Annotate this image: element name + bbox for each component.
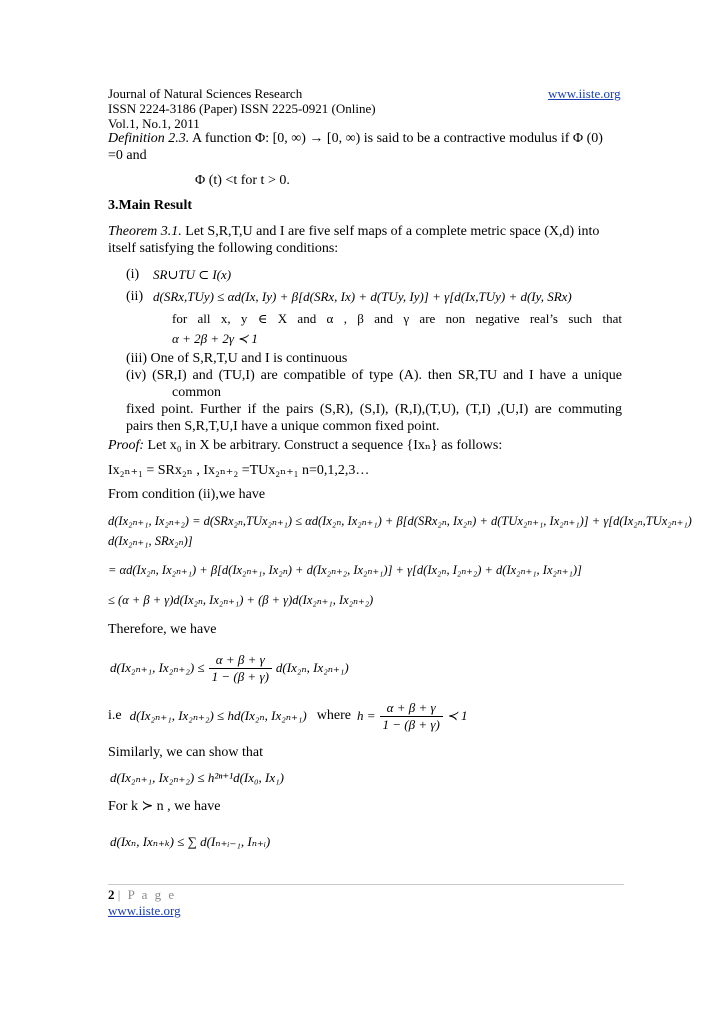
equation-4-rhs: d(Ix₂ₙ, Ix₂ₙ₊₁) <box>275 660 349 675</box>
h-denominator: 1 − (β + γ) <box>382 716 440 732</box>
h-rhs: ≺ 1 <box>446 708 468 723</box>
equation-2: = αd(Ix₂ₙ, Ix₂ₙ₊₁) + β[d(Ix₂ₙ₊₁, Ix₂ₙ) + d(Ix₂ₙ₊₂, Ix₂ₙ₊₁)] + γ[d(Ix₂ₙ, I₂ₙ₊₂) + d(Ix₂ₙ₊₁, Ix₂ₙ₊₁)] <box>108 563 582 577</box>
theorem-text: Let S,R,T,U and I are five self maps of a complete metric space (X,d) into <box>181 224 600 239</box>
proof-label: Proof: <box>108 438 145 453</box>
ie-label: i.e <box>108 708 122 723</box>
page-footer <box>108 887 176 903</box>
condition-ii-inequality: α + 2β + 2γ ≺ 1 <box>172 331 258 346</box>
h-lhs: h = <box>356 708 376 723</box>
equation-1-line-1: d(Ix₂ₙ₊₁, Ix₂ₙ₊₂) = d(SRx₂ₙ,TUx₂ₙ₊₁) ≤ αd(Ix₂ₙ, Ix₂ₙ₊₁) + β[d(SRx₂ₙ, Ix₂ₙ) + d(TUx₂ₙ₊₁, Ix₂ₙ₊₁)] + γ[d(Ix₂ₙ,TUx₂ₙ₊₁) <box>108 514 692 528</box>
condition-iii: (iii) One of S,R,T,U and I is continuous <box>126 351 348 366</box>
h-numerator: α + β + γ <box>380 700 443 717</box>
theorem-label: Theorem 3.1. <box>108 224 182 239</box>
similarly-text: Similarly, we can show that <box>108 745 264 760</box>
condition-ii-label: (ii) <box>126 289 144 304</box>
definition-label: Definition 2.3. <box>108 131 190 146</box>
condition-ii-formula: d(SRx,TUy) ≤ αd(Ix, Iy) + β[d(SRx, Ix) + d(TUy, Iy)] + γ[d(Ix,TUy) + d(Iy, SRx) <box>153 289 572 304</box>
issn-line: ISSN 2224-3186 (Paper) ISSN 2225-0921 (Online) <box>108 101 376 116</box>
condition-iv-line-3: fixed point. Further if the pairs (S,R), (S,I), (R,I),(T,U), (T,I) ,(U,I) are commuting <box>126 402 622 417</box>
section-title: 3.Main Result <box>108 198 192 213</box>
equation-4-fraction <box>209 652 272 685</box>
equation-3: ≤ (α + β + γ)d(Ix₂ₙ, Ix₂ₙ₊₁) + (β + γ)d(Ix₂ₙ₊₁, Ix₂ₙ₊₂) <box>108 593 374 607</box>
from-condition-text: From condition (ii),we have <box>108 487 266 502</box>
definition-condition: Φ (t) <t for t > 0. <box>195 173 290 188</box>
definition-text: A function Φ: [0, ∞) → [0, ∞) is said to be a contractive modulus if Φ (0) <box>189 131 603 146</box>
ie-equation: d(Ix₂ₙ₊₁, Ix₂ₙ₊₂) ≤ hd(Ix₂ₙ, Ix₂ₙ₊₁) <box>129 708 307 723</box>
footer-divider <box>108 884 624 885</box>
equation-4-lhs: d(Ix₂ₙ₊₁, Ix₂ₙ₊₂) ≤ <box>110 660 205 675</box>
for-k-text: For k ≻ n , we have <box>108 799 221 814</box>
equation-4-numerator: α + β + γ <box>209 652 272 669</box>
theorem-line-1 <box>108 223 599 240</box>
equation-5: d(Ix₂ₙ₊₁, Ix₂ₙ₊₂) ≤ h²ⁿ⁺¹d(Ix₀, Ix₁) <box>110 770 284 785</box>
where-text: where <box>316 708 351 723</box>
condition-i-label: (i) <box>126 267 140 282</box>
equation-h-line <box>108 696 467 736</box>
condition-iv-line-1: (iv) (SR,I) and (TU,I) are compatible of type (A). then SR,TU and I have a unique <box>126 368 622 383</box>
therefore-text: Therefore, we have <box>108 622 217 637</box>
theorem-line-2: itself satisfying the following conditions: <box>108 241 339 256</box>
footer-website-link[interactable]: www.iiste.org <box>108 903 181 918</box>
header-website-link[interactable]: www.iiste.org <box>548 86 621 101</box>
volume-line: Vol.1, No.1, 2011 <box>108 116 200 131</box>
condition-iv-line-4: pairs then S,R,T,U,I have a unique common fixed point. <box>126 419 440 434</box>
definition-text-2: =0 and <box>108 148 147 163</box>
page-number: 2 <box>108 887 115 902</box>
equation-4-denominator: 1 − (β + γ) <box>211 668 269 684</box>
equation-6: d(Ixₙ, Ixₙ₊ₖ) ≤ ∑ d(Iₙ₊ᵢ₋₁, Iₙ₊ᵢ) <box>110 834 271 849</box>
sequence-definition: Ix₂ₙ₊₁ = SRx₂ₙ , Ix₂ₙ₊₂ =TUx₂ₙ₊₁ n=0,1,2,3… <box>108 463 370 478</box>
equation-4 <box>110 648 349 688</box>
journal-name: Journal of Natural Sciences Research <box>108 86 303 101</box>
equation-1-line-2: d(Ix₂ₙ₊₁, SRx₂ₙ)] <box>108 534 193 548</box>
page-word: | P a g e <box>117 887 177 902</box>
proof-text: Let x₀ in X be arbitrary. Construct a sequence {Ixₙ} as follows: <box>144 438 503 453</box>
definition-line <box>108 130 603 147</box>
proof-line-1 <box>108 437 502 454</box>
condition-ii-quantifier: for all x, y ∈ X and α , β and γ are non negative real’s such that <box>172 311 622 326</box>
condition-i-formula: SR∪TU ⊂ I(x) <box>153 267 232 282</box>
condition-iv-line-2: common <box>172 385 221 400</box>
h-fraction <box>380 700 443 733</box>
